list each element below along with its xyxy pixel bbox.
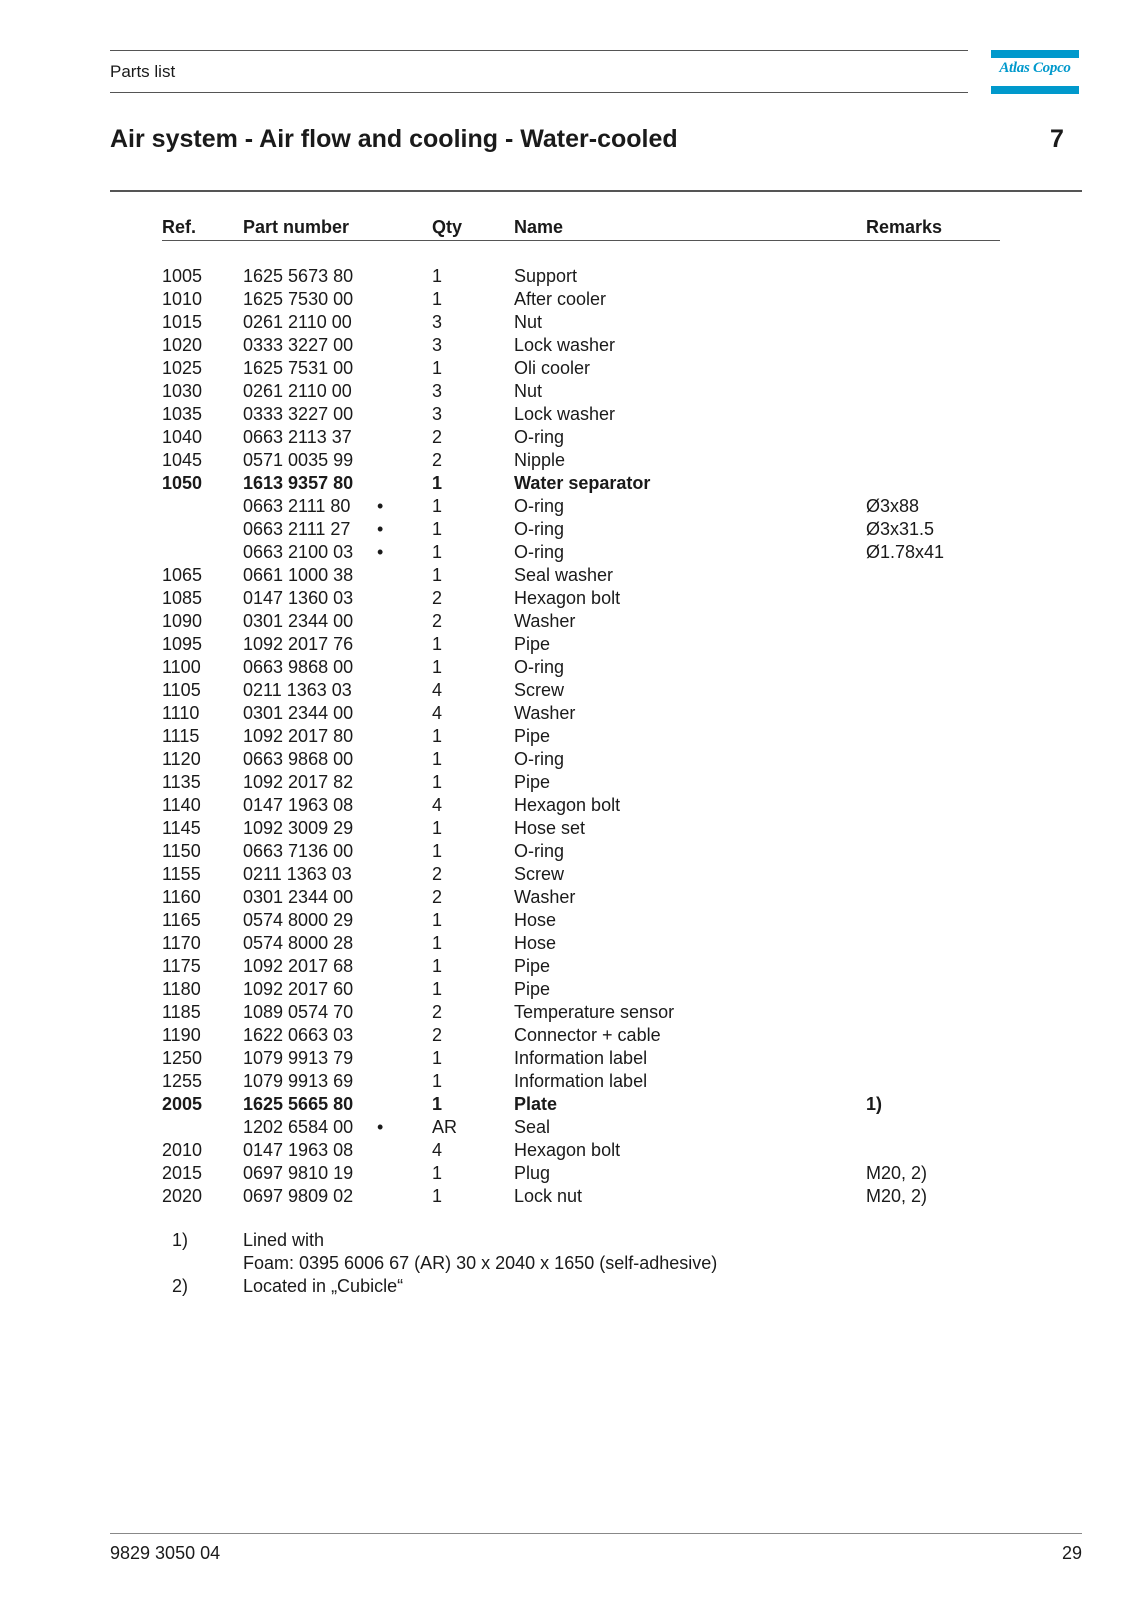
cell-ref: 2010 <box>162 1140 203 1160</box>
cell-qty: 1 <box>432 266 443 286</box>
cell-qty: 2 <box>432 1002 443 1022</box>
cell-ref: 2020 <box>162 1186 203 1206</box>
column-header-remarks: Remarks <box>866 217 943 237</box>
cell-part-number: 0333 3227 00 <box>243 404 354 424</box>
title-rule <box>110 190 1082 192</box>
cell-qty: 3 <box>432 381 443 401</box>
cell-ref: 1030 <box>162 381 203 401</box>
cell-qty: 1 <box>432 1094 443 1114</box>
cell-part-number: 1625 5665 80 <box>243 1094 354 1114</box>
cell-name: Lock washer <box>514 335 616 355</box>
cell-name: Plug <box>514 1163 551 1183</box>
table-row <box>0 588 1131 611</box>
cell-ref: 1110 <box>162 703 200 723</box>
logo-bar-bottom <box>991 86 1079 94</box>
section-label: Parts list <box>110 62 176 81</box>
cell-name: Nipple <box>514 450 566 470</box>
cell-qty: 1 <box>432 956 443 976</box>
table-row <box>0 772 1131 795</box>
cell-part-number: 0663 2111 27 <box>243 519 351 539</box>
cell-qty: 1 <box>432 473 443 493</box>
table-row <box>0 910 1131 933</box>
cell-part-number: 0571 0035 99 <box>243 450 354 470</box>
footer-rule <box>110 1533 1082 1534</box>
cell-part-number: 1092 2017 60 <box>243 979 354 999</box>
cell-qty: AR <box>432 1117 458 1137</box>
cell-qty: 2 <box>432 887 443 907</box>
footnote-text: Foam: 0395 6006 67 (AR) 30 x 2040 x 1650 (self-adhesive) <box>243 1253 718 1273</box>
cell-qty: 2 <box>432 427 443 447</box>
cell-name: Lock nut <box>514 1186 583 1206</box>
table-row <box>0 312 1131 335</box>
cell-name: Pipe <box>514 726 551 746</box>
cell-ref: 1180 <box>162 979 201 999</box>
cell-qty: 1 <box>432 933 443 953</box>
footnote-text: Located in „Cubicle“ <box>243 1276 404 1296</box>
cell-part-number: 0261 2110 00 <box>243 312 352 332</box>
atlas-copco-logo <box>991 50 1079 94</box>
cell-part-number: 0574 8000 28 <box>243 933 354 953</box>
cell-name: Hexagon bolt <box>514 795 621 815</box>
column-header-qty: Qty <box>432 217 463 237</box>
cell-ref: 1250 <box>162 1048 203 1068</box>
cell-ref: 1185 <box>162 1002 201 1022</box>
cell-part-number: 1092 2017 76 <box>243 634 354 654</box>
table-row <box>0 657 1131 680</box>
cell-part-number: 0661 1000 38 <box>243 565 354 585</box>
logo-bar-top <box>991 50 1079 58</box>
footnote-number: 2) <box>172 1276 189 1296</box>
cell-qty: 1 <box>432 496 443 516</box>
cell-part-number: 1625 7531 00 <box>243 358 354 378</box>
cell-name: O-ring <box>514 427 565 447</box>
cell-name: Information label <box>514 1071 648 1091</box>
cell-name: Support <box>514 266 578 286</box>
cell-name: O-ring <box>514 749 565 769</box>
cell-qty: 1 <box>432 910 443 930</box>
cell-remarks: M20, 2) <box>866 1163 928 1183</box>
spare-part-bullet: • <box>377 496 384 516</box>
cell-ref: 1085 <box>162 588 203 608</box>
cell-qty: 1 <box>432 1186 443 1206</box>
header-rule-bottom <box>110 92 968 93</box>
cell-part-number: 1092 2017 80 <box>243 726 354 746</box>
cell-ref: 1010 <box>162 289 203 309</box>
table-row <box>0 542 1131 565</box>
cell-qty: 1 <box>432 749 443 769</box>
cell-ref: 2015 <box>162 1163 203 1183</box>
spare-part-bullet: • <box>377 519 384 539</box>
table-row <box>0 841 1131 864</box>
cell-part-number: 0147 1963 08 <box>243 795 354 815</box>
cell-part-number: 0211 1363 03 <box>243 680 352 700</box>
document-number: 9829 3050 04 <box>110 1543 221 1563</box>
cell-qty: 1 <box>432 358 443 378</box>
table-row <box>0 565 1131 588</box>
cell-part-number: 0663 7136 00 <box>243 841 354 861</box>
table-row <box>0 496 1131 519</box>
table-row <box>0 956 1131 979</box>
cell-remarks: 1) <box>866 1094 883 1114</box>
cell-name: Washer <box>514 887 576 907</box>
cell-part-number: 1079 9913 69 <box>243 1071 354 1091</box>
cell-qty: 2 <box>432 588 443 608</box>
cell-ref: 1170 <box>162 933 201 953</box>
cell-part-number: 0211 1363 03 <box>243 864 352 884</box>
cell-name: Lock washer <box>514 404 616 424</box>
cell-ref: 1040 <box>162 427 203 447</box>
cell-ref: 1155 <box>162 864 201 884</box>
cell-part-number: 1625 5673 80 <box>243 266 354 286</box>
cell-remarks: M20, 2) <box>866 1186 928 1206</box>
cell-part-number: 0301 2344 00 <box>243 703 354 723</box>
cell-qty: 3 <box>432 312 443 332</box>
cell-qty: 2 <box>432 864 443 884</box>
cell-part-number: 0663 2111 80 <box>243 496 351 516</box>
cell-ref: 1145 <box>162 818 201 838</box>
table-row <box>0 1117 1131 1140</box>
table-row <box>0 404 1131 427</box>
cell-remarks: Ø3x31.5 <box>866 519 935 539</box>
cell-name: Screw <box>514 864 565 884</box>
header-rule-top <box>110 50 968 51</box>
cell-qty: 1 <box>432 1048 443 1068</box>
cell-ref: 1115 <box>162 726 200 746</box>
spare-part-bullet: • <box>377 542 384 562</box>
column-header-part-number: Part number <box>243 217 350 237</box>
cell-name: Oli cooler <box>514 358 591 378</box>
table-row <box>0 266 1131 289</box>
table-row <box>0 1002 1131 1025</box>
table-row <box>0 1048 1131 1071</box>
cell-name: O-ring <box>514 496 565 516</box>
table-row <box>0 818 1131 841</box>
cell-part-number: 1625 7530 00 <box>243 289 354 309</box>
cell-name: Seal <box>514 1117 551 1137</box>
cell-name: O-ring <box>514 542 565 562</box>
cell-qty: 2 <box>432 450 443 470</box>
cell-qty: 1 <box>432 1163 443 1183</box>
cell-name: O-ring <box>514 519 565 539</box>
cell-qty: 1 <box>432 772 443 792</box>
cell-ref: 1045 <box>162 450 203 470</box>
table-row <box>0 335 1131 358</box>
cell-ref: 1095 <box>162 634 203 654</box>
cell-part-number: 0697 9810 19 <box>243 1163 354 1183</box>
cell-ref: 1025 <box>162 358 203 378</box>
table-row <box>0 864 1131 887</box>
cell-qty: 2 <box>432 611 443 631</box>
cell-part-number: 0697 9809 02 <box>243 1186 354 1206</box>
cell-qty: 3 <box>432 335 443 355</box>
page-title: Air system - Air flow and cooling - Water-cooled <box>110 125 678 153</box>
cell-part-number: 0663 9868 00 <box>243 749 354 769</box>
parts-table <box>0 266 1131 1209</box>
cell-name: After cooler <box>514 289 607 309</box>
cell-part-number: 1092 2017 82 <box>243 772 354 792</box>
cell-ref: 1140 <box>162 795 201 815</box>
cell-remarks: Ø1.78x41 <box>866 542 945 562</box>
cell-name: Hose <box>514 933 557 953</box>
cell-qty: 4 <box>432 795 443 815</box>
cell-part-number: 0333 3227 00 <box>243 335 354 355</box>
table-row <box>0 726 1131 749</box>
cell-part-number: 1202 6584 00 <box>243 1117 354 1137</box>
table-row <box>0 1025 1131 1048</box>
cell-qty: 2 <box>432 1025 443 1045</box>
table-row <box>0 473 1131 496</box>
cell-qty: 4 <box>432 1140 443 1160</box>
cell-ref: 1135 <box>162 772 201 792</box>
cell-part-number: 0261 2110 00 <box>243 381 352 401</box>
cell-ref: 1065 <box>162 565 203 585</box>
cell-name: Plate <box>514 1094 558 1114</box>
cell-part-number: 1089 0574 70 <box>243 1002 354 1022</box>
cell-part-number: 0147 1360 03 <box>243 588 354 608</box>
table-row <box>0 1186 1131 1209</box>
cell-name: Pipe <box>514 956 551 976</box>
cell-name: Hexagon bolt <box>514 1140 621 1160</box>
footnote-text: Lined with <box>243 1230 325 1250</box>
cell-qty: 3 <box>432 404 443 424</box>
cell-part-number: 0663 2113 37 <box>243 427 352 447</box>
column-header-name: Name <box>514 217 564 237</box>
cell-name: Pipe <box>514 772 551 792</box>
cell-name: Seal washer <box>514 565 614 585</box>
cell-name: Pipe <box>514 634 551 654</box>
cell-part-number: 0147 1963 08 <box>243 1140 354 1160</box>
cell-part-number: 1622 0663 03 <box>243 1025 354 1045</box>
table-row <box>0 887 1131 910</box>
cell-qty: 1 <box>432 841 443 861</box>
table-row <box>0 1071 1131 1094</box>
cell-qty: 1 <box>432 818 443 838</box>
table-row <box>0 634 1131 657</box>
cell-qty: 1 <box>432 657 443 677</box>
cell-name: O-ring <box>514 841 565 861</box>
cell-qty: 1 <box>432 726 443 746</box>
cell-qty: 1 <box>432 565 443 585</box>
cell-name: Information label <box>514 1048 648 1068</box>
cell-ref: 1160 <box>162 887 201 907</box>
cell-ref: 1105 <box>162 680 201 700</box>
cell-name: Nut <box>514 312 543 332</box>
cell-ref: 1015 <box>162 312 203 332</box>
cell-part-number: 1092 3009 29 <box>243 818 354 838</box>
table-row <box>0 1094 1131 1117</box>
cell-ref: 1165 <box>162 910 201 930</box>
column-header-ref: Ref. <box>162 217 197 237</box>
cell-part-number: 1079 9913 79 <box>243 1048 354 1068</box>
cell-qty: 1 <box>432 542 443 562</box>
logo-wordmark: Atlas Copco <box>999 60 1071 76</box>
footnote-number: 1) <box>172 1230 189 1250</box>
cell-ref: 1035 <box>162 404 203 424</box>
spare-part-bullet: • <box>377 1117 384 1137</box>
cell-name: Nut <box>514 381 543 401</box>
cell-ref: 1005 <box>162 266 203 286</box>
cell-ref: 1100 <box>162 657 201 677</box>
cell-name: Hexagon bolt <box>514 588 621 608</box>
table-row <box>0 749 1131 772</box>
cell-name: Water separator <box>514 473 651 493</box>
cell-name: Hose set <box>514 818 586 838</box>
cell-part-number: 0301 2344 00 <box>243 611 354 631</box>
table-row <box>0 703 1131 726</box>
cell-ref: 1255 <box>162 1071 203 1091</box>
table-header-rule <box>162 240 1000 241</box>
cell-part-number: 1613 9357 80 <box>243 473 354 493</box>
table-row <box>0 680 1131 703</box>
cell-qty: 1 <box>432 289 443 309</box>
cell-ref: 1190 <box>162 1025 201 1045</box>
cell-ref: 1020 <box>162 335 203 355</box>
cell-part-number: 1092 2017 68 <box>243 956 354 976</box>
chapter-number: 7 <box>1050 125 1064 153</box>
cell-name: Connector + cable <box>514 1025 661 1045</box>
cell-part-number: 0663 9868 00 <box>243 657 354 677</box>
cell-remarks: Ø3x88 <box>866 496 920 516</box>
table-row <box>0 1163 1131 1186</box>
cell-ref: 1175 <box>162 956 201 976</box>
table-row <box>0 519 1131 542</box>
table-row <box>0 611 1131 634</box>
cell-name: Screw <box>514 680 565 700</box>
cell-qty: 4 <box>432 703 443 723</box>
table-row <box>0 381 1131 404</box>
table-row <box>0 795 1131 818</box>
cell-name: Washer <box>514 611 576 631</box>
cell-part-number: 0301 2344 00 <box>243 887 354 907</box>
table-row <box>0 933 1131 956</box>
cell-qty: 1 <box>432 519 443 539</box>
page-number: 29 <box>1061 1543 1082 1563</box>
table-row <box>0 1140 1131 1163</box>
cell-qty: 1 <box>432 634 443 654</box>
table-row <box>0 427 1131 450</box>
cell-part-number: 0574 8000 29 <box>243 910 354 930</box>
cell-name: O-ring <box>514 657 565 677</box>
cell-name: Hose <box>514 910 557 930</box>
cell-ref: 1090 <box>162 611 203 631</box>
table-row <box>0 358 1131 381</box>
cell-name: Pipe <box>514 979 551 999</box>
cell-name: Washer <box>514 703 576 723</box>
cell-ref: 1120 <box>162 749 201 769</box>
cell-qty: 1 <box>432 1071 443 1091</box>
cell-ref: 2005 <box>162 1094 203 1114</box>
cell-ref: 1050 <box>162 473 203 493</box>
cell-ref: 1150 <box>162 841 201 861</box>
table-row <box>0 450 1131 473</box>
table-row <box>0 289 1131 312</box>
cell-name: Temperature sensor <box>514 1002 675 1022</box>
cell-part-number: 0663 2100 03 <box>243 542 354 562</box>
cell-qty: 4 <box>432 680 443 700</box>
table-row <box>0 979 1131 1002</box>
cell-qty: 1 <box>432 979 443 999</box>
